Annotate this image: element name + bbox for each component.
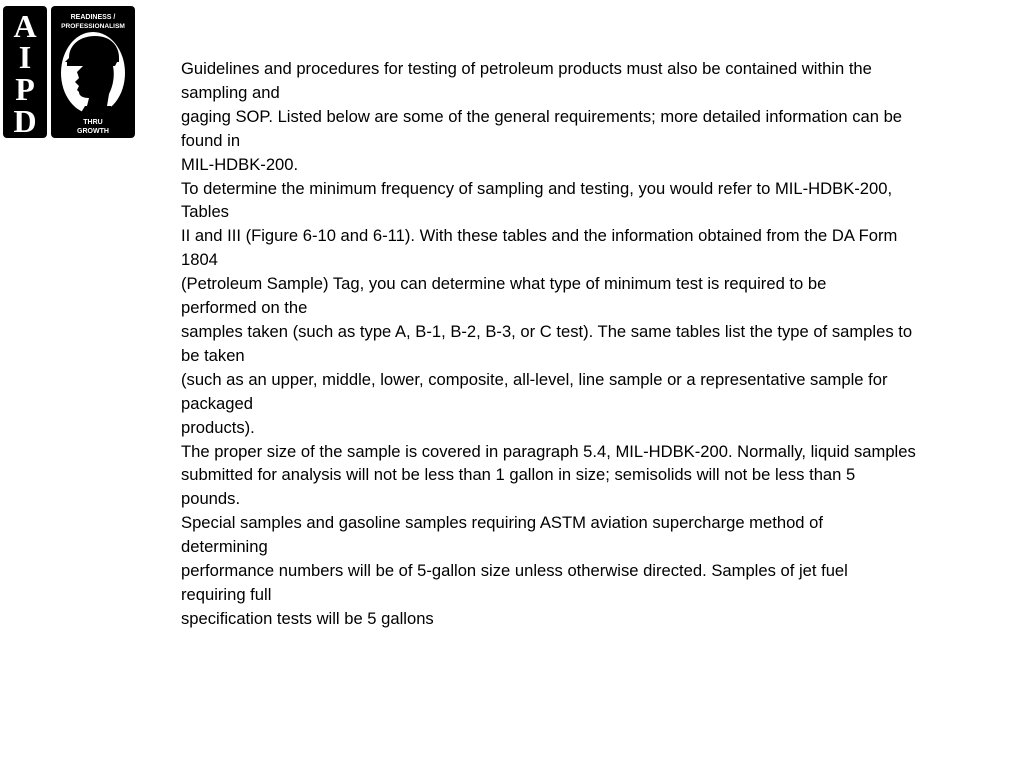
document-line: performance numbers will be of 5-gallon size unless otherwise directed. Samples of jet fuel: [181, 561, 848, 581]
document-line: samples taken (such as type A, B-1, B-2, B-3, or C test). The same tables list the type of samples to: [181, 321, 913, 341]
document-line: specification tests will be 5 gallons: [181, 608, 434, 628]
document-line: sampling and: [181, 82, 280, 102]
logo-top-caption-line1: READINESS /: [70, 14, 116, 21]
logo-letter-d: D: [13, 103, 37, 138]
document-line: be taken: [181, 345, 245, 365]
document-body: [181, 57, 991, 631]
logo-letter-p: P: [15, 71, 35, 107]
document-line: (Petroleum Sample) Tag, you can determine what type of minimum test is required to be: [181, 274, 827, 294]
document-line: To determine the minimum frequency of sampling and testing, you would refer to MIL-HDBK-200,: [181, 178, 893, 198]
document-line: determining: [181, 537, 268, 557]
document-line: MIL-HDBK-200.: [181, 154, 299, 174]
document-line: (such as an upper, middle, lower, composite, all-level, line sample or a representative sample for: [181, 369, 888, 389]
document-line: Special samples and gasoline samples requiring ASTM aviation supercharge method of: [181, 513, 823, 533]
document-line: found in: [181, 130, 241, 150]
logo-letter-a: A: [13, 8, 37, 44]
logo-top-caption-line2: PROFESSIONALISM: [61, 23, 125, 30]
aipd-logo: [3, 6, 135, 138]
document-line: gaging SOP. Listed below are some of the general requirements; more detailed information can be: [181, 106, 903, 126]
logo-letter-i: I: [18, 39, 32, 75]
document-line: Guidelines and procedures for testing of petroleum products must also be contained within the: [181, 59, 872, 78]
logo-bottom-caption-line1: THRU: [83, 119, 103, 126]
document-line: pounds.: [181, 489, 241, 509]
document-line: Tables: [181, 202, 229, 222]
document-line: submitted for analysis will not be less than 1 gallon in size; semisolids will not be less than 5: [181, 465, 856, 485]
document-line: products).: [181, 417, 255, 437]
document-line: 1804: [181, 250, 218, 270]
document-line: requiring full: [181, 584, 272, 604]
logo-bottom-caption-line2: GROWTH: [77, 128, 109, 135]
document-line: performed on the: [181, 298, 308, 318]
document-line: packaged: [181, 393, 253, 413]
document-line: The proper size of the sample is covered in paragraph 5.4, MIL-HDBK-200. Normally, liquid samples: [181, 441, 916, 461]
document-line: II and III (Figure 6-10 and 6-11). With these tables and the information obtained from the DA Form: [181, 226, 898, 246]
